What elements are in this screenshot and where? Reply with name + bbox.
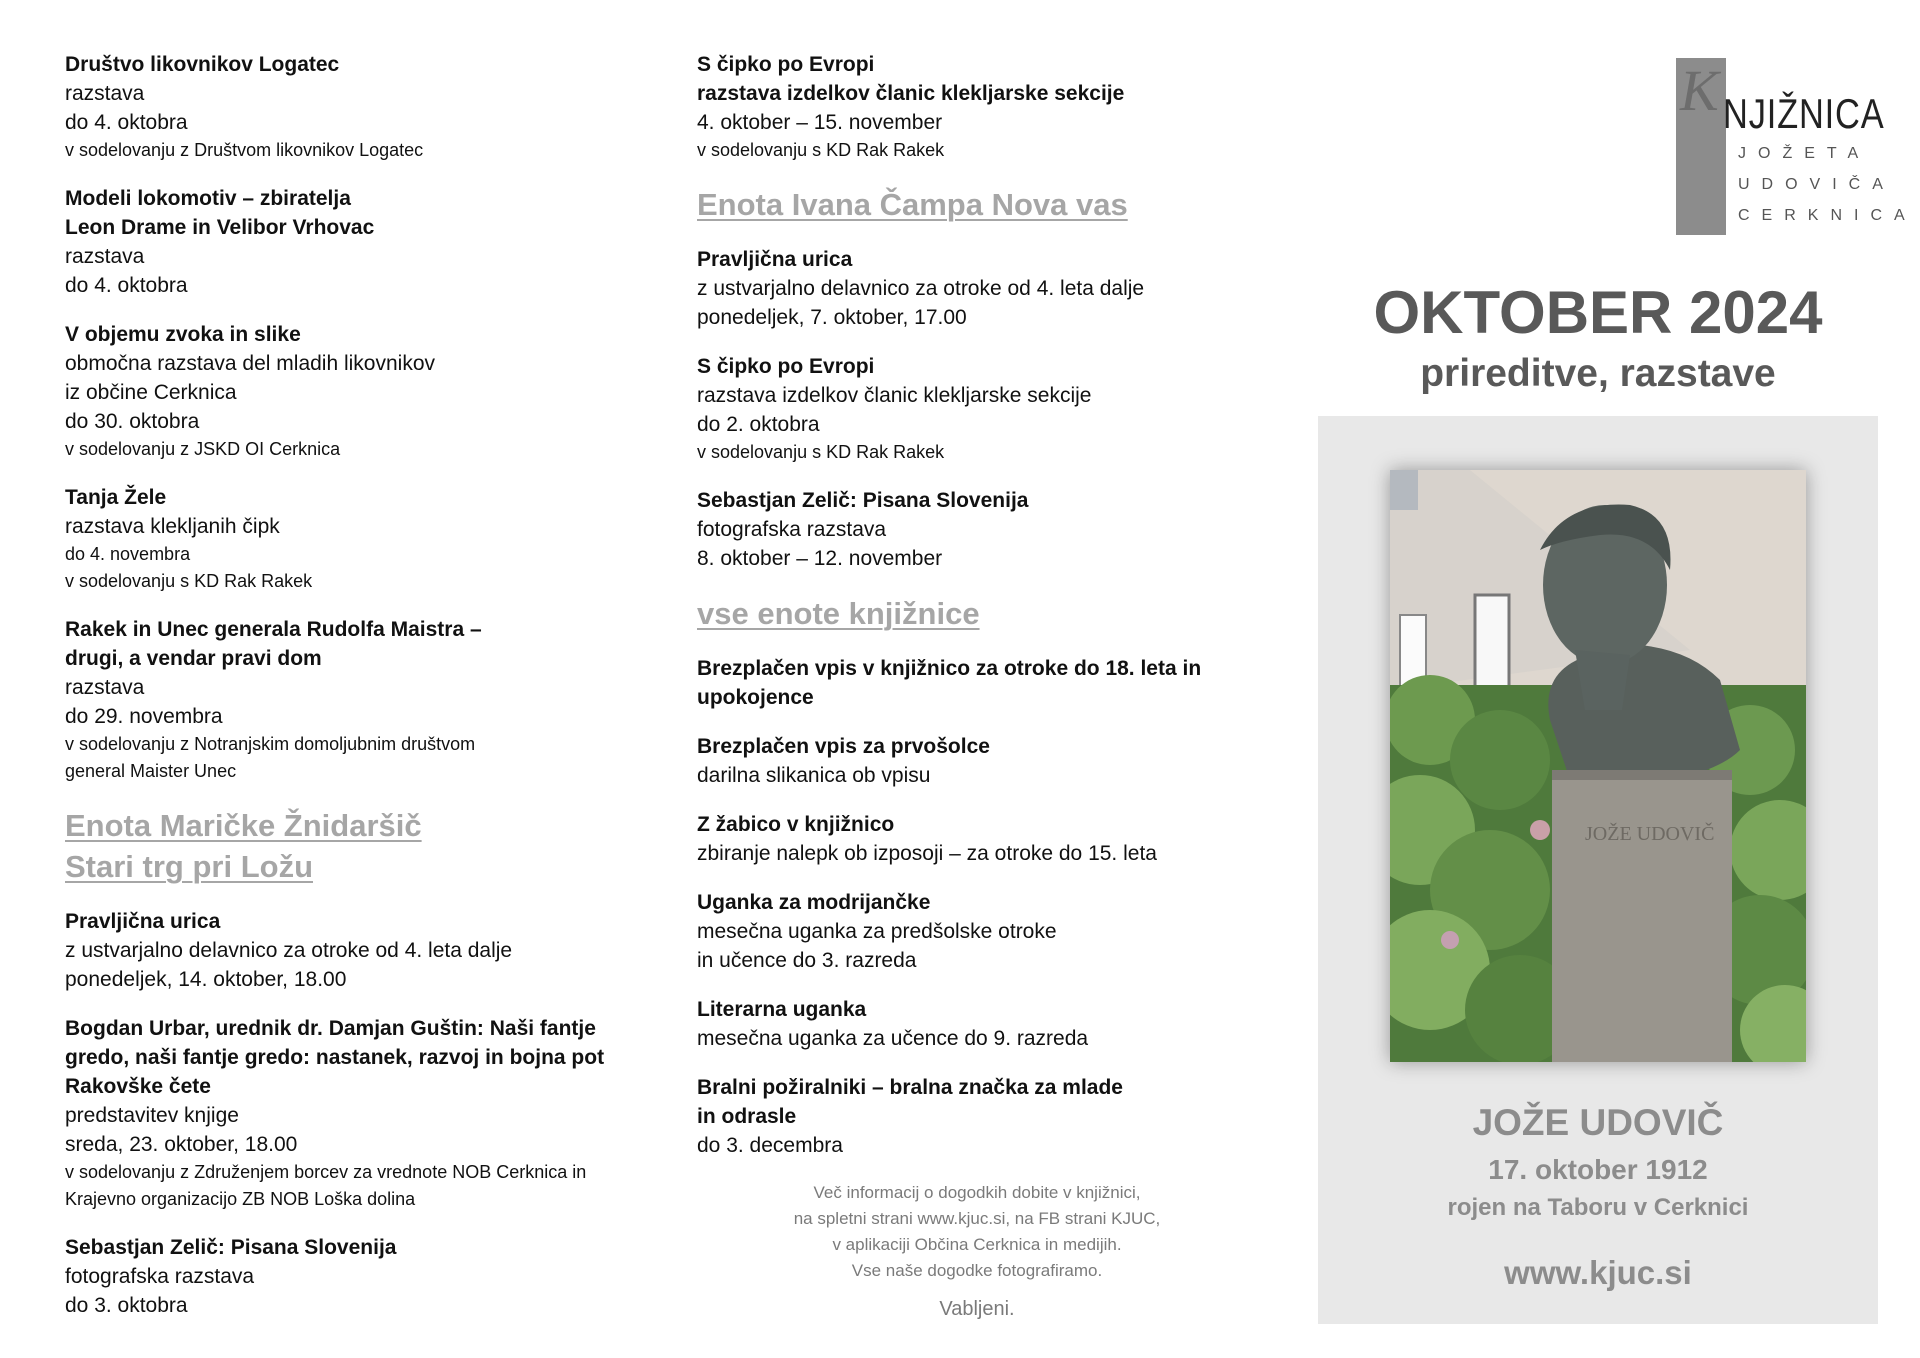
info-line: Več informacij o dogodkih dobite v knjižnici, [813, 1183, 1141, 1202]
event-item [65, 615, 665, 785]
event-detail: iz občine Cerknica [65, 381, 237, 404]
event-note: general Maister Unec [65, 761, 237, 781]
event-item [697, 654, 1257, 712]
event-item [697, 50, 1257, 164]
event-note: v sodelovanju s KD Rak Rakek [697, 140, 945, 160]
event-item [697, 732, 1257, 790]
column-middle [697, 50, 1257, 1321]
logo-subline: CERKNICA [1738, 207, 1917, 224]
event-detail: razstava [65, 82, 145, 105]
event-item [65, 1233, 665, 1320]
event-list [65, 50, 665, 785]
logo-letter-k: K [1680, 58, 1719, 123]
event-title: V objemu zvoka in slike [65, 323, 301, 346]
event-detail: razstava klekljanih čipk [65, 515, 280, 538]
event-detail: ponedeljek, 14. oktober, 18.00 [65, 968, 347, 991]
event-title: Društvo likovnikov Logatec [65, 53, 340, 76]
event-list [697, 654, 1257, 1160]
section-heading-all-units: vse enote knjižnice [697, 596, 980, 631]
person-name: JOŽE UDOVIČ [1472, 1102, 1724, 1143]
event-title: Bogdan Urbar, urednik dr. Damjan Guštin: Naši fantje gredo, naši fantje gredo: nastanek, razvoj in bojna pot Rakovške čete [65, 1017, 605, 1098]
event-item [65, 50, 665, 164]
event-item [65, 907, 665, 994]
event-title: Bralni požiralniki – bralna značka za mlade in odrasle [697, 1076, 1123, 1128]
event-detail: do 2. oktobra [697, 413, 820, 436]
portrait-panel [1318, 416, 1878, 1324]
month-title: OKTOBER 2024 [1373, 279, 1823, 346]
bust-illustration [1390, 470, 1806, 1062]
event-title: Modeli lokomotiv – zbiratelja Leon Drame in Velibor Vrhovac [65, 187, 375, 239]
event-title: Pravljična urica [697, 248, 853, 271]
event-title: Literarna uganka [697, 998, 867, 1021]
event-detail: predstavitev knjige [65, 1104, 239, 1127]
event-detail: do 3. oktobra [65, 1294, 188, 1317]
birth-date: 17. oktober 1912 [1488, 1154, 1708, 1185]
info-line: na spletni strani www.kjuc.si, na FB strani KJUC, [793, 1209, 1161, 1228]
event-detail: fotografska razstava [65, 1265, 255, 1288]
event-note: v sodelovanju s KD Rak Rakek [65, 571, 313, 591]
event-list [697, 245, 1257, 573]
event-title: Z žabico v knjižnico [697, 813, 895, 836]
event-detail: do 3. decembra [697, 1134, 843, 1157]
event-detail: do 30. oktobra [65, 410, 200, 433]
event-item [697, 888, 1257, 975]
event-detail: ponedeljek, 7. oktober, 17.00 [697, 306, 967, 329]
logo-subline: JOŽETA [1738, 145, 1871, 162]
event-detail: sreda, 23. oktober, 18.00 [65, 1133, 298, 1156]
event-note: v sodelovanju z Društvom likovnikov Logatec [65, 140, 424, 160]
event-item [697, 995, 1257, 1053]
svg-text:JOŽE UDOVIČ: JOŽE UDOVIČ [1585, 823, 1715, 845]
event-note: v sodelovanju z JSKD OI Cerknica [65, 439, 341, 459]
birth-place: rojen na Taboru v Cerknici [1447, 1194, 1749, 1221]
event-note: Krajevno organizacijo ZB NOB Loška dolina [65, 1189, 416, 1209]
event-title: Sebastjan Zelič: Pisana Slovenija [65, 1236, 397, 1259]
subtitle: prireditve, razstave [1420, 352, 1776, 395]
event-title: Brezplačen vpis za prvošolce [697, 735, 990, 758]
event-note: v sodelovanju z Notranjskim domoljubnim društvom [65, 734, 476, 754]
event-note: do 4. novembra [65, 544, 191, 564]
event-item [65, 1014, 665, 1213]
event-note: v sodelovanju s KD Rak Rakek [697, 442, 945, 462]
event-detail: mesečna uganka za učence do 9. razreda [697, 1027, 1089, 1050]
event-detail: do 29. novembra [65, 705, 223, 728]
event-detail: razstava [65, 676, 145, 699]
event-title: Rakek in Unec generala Rudolfa Maistra – drugi, a vendar pravi dom [65, 618, 482, 670]
section-heading-nova-vas: Enota Ivana Čampa Nova vas [697, 187, 1128, 222]
event-detail: 4. oktober – 15. november [697, 111, 943, 134]
column-left [65, 50, 665, 1340]
event-item [65, 184, 665, 300]
library-logo [1676, 55, 1917, 240]
event-title: S čipko po Evropi [697, 355, 875, 378]
logo-wordmark: NJIŽNICA [1723, 90, 1885, 137]
invitation-text: Vabljeni. [939, 1298, 1015, 1320]
event-detail: razstava izdelkov članic klekljarske sekcije [697, 384, 1092, 407]
event-detail: zbiranje nalepk ob izposoji – za otroke do 15. leta [697, 842, 1157, 865]
event-detail: do 4. oktobra [65, 274, 188, 297]
website-link[interactable]: www.kjuc.si [1504, 1254, 1692, 1291]
event-item [697, 245, 1257, 332]
event-title: Uganka za modrijančke [697, 891, 931, 914]
event-title: Brezplačen vpis v knjižnico za otroke do 18. leta in upokojence [697, 657, 1202, 709]
event-detail: fotografska razstava [697, 518, 887, 541]
section-heading-stari-trg: Enota Maričke Žnidaršič Stari trg pri Ložu [65, 808, 422, 884]
event-title: S čipko po Evropi razstava izdelkov članic klekljarske sekcije [697, 53, 1125, 105]
event-detail: do 4. oktobra [65, 111, 188, 134]
event-detail: in učence do 3. razreda [697, 949, 917, 972]
info-note [697, 1180, 1257, 1284]
event-title: Tanja Žele [65, 486, 167, 509]
event-title: Pravljična urica [65, 910, 221, 933]
event-item [65, 483, 665, 595]
event-detail: razstava [65, 245, 145, 268]
event-title: Sebastjan Zelič: Pisana Slovenija [697, 489, 1029, 512]
event-list [65, 907, 665, 1320]
event-item [697, 810, 1257, 868]
event-detail: mesečna uganka za predšolske otroke [697, 920, 1057, 943]
info-line: v aplikaciji Občina Cerknica in medijih. [832, 1235, 1122, 1254]
event-item [697, 1073, 1257, 1160]
event-item [65, 320, 665, 463]
event-detail: območna razstava del mladih likovnikov [65, 352, 436, 375]
event-note: v sodelovanju z Združenjem borcev za vrednote NOB Cerknica in [65, 1162, 587, 1182]
bust-photo [1390, 470, 1806, 1062]
event-detail: z ustvarjalno delavnico za otroke od 4. leta dalje [697, 277, 1145, 300]
event-detail: darilna slikanica ob vpisu [697, 764, 931, 787]
logo-subline: UDOVIČA [1738, 176, 1895, 193]
event-item [697, 352, 1257, 466]
event-detail: z ustvarjalno delavnico za otroke od 4. leta dalje [65, 939, 513, 962]
event-item [697, 486, 1257, 573]
event-list [697, 50, 1257, 164]
event-detail: 8. oktober – 12. november [697, 547, 943, 570]
info-line: Vse naše dogodke fotografiramo. [851, 1261, 1103, 1280]
